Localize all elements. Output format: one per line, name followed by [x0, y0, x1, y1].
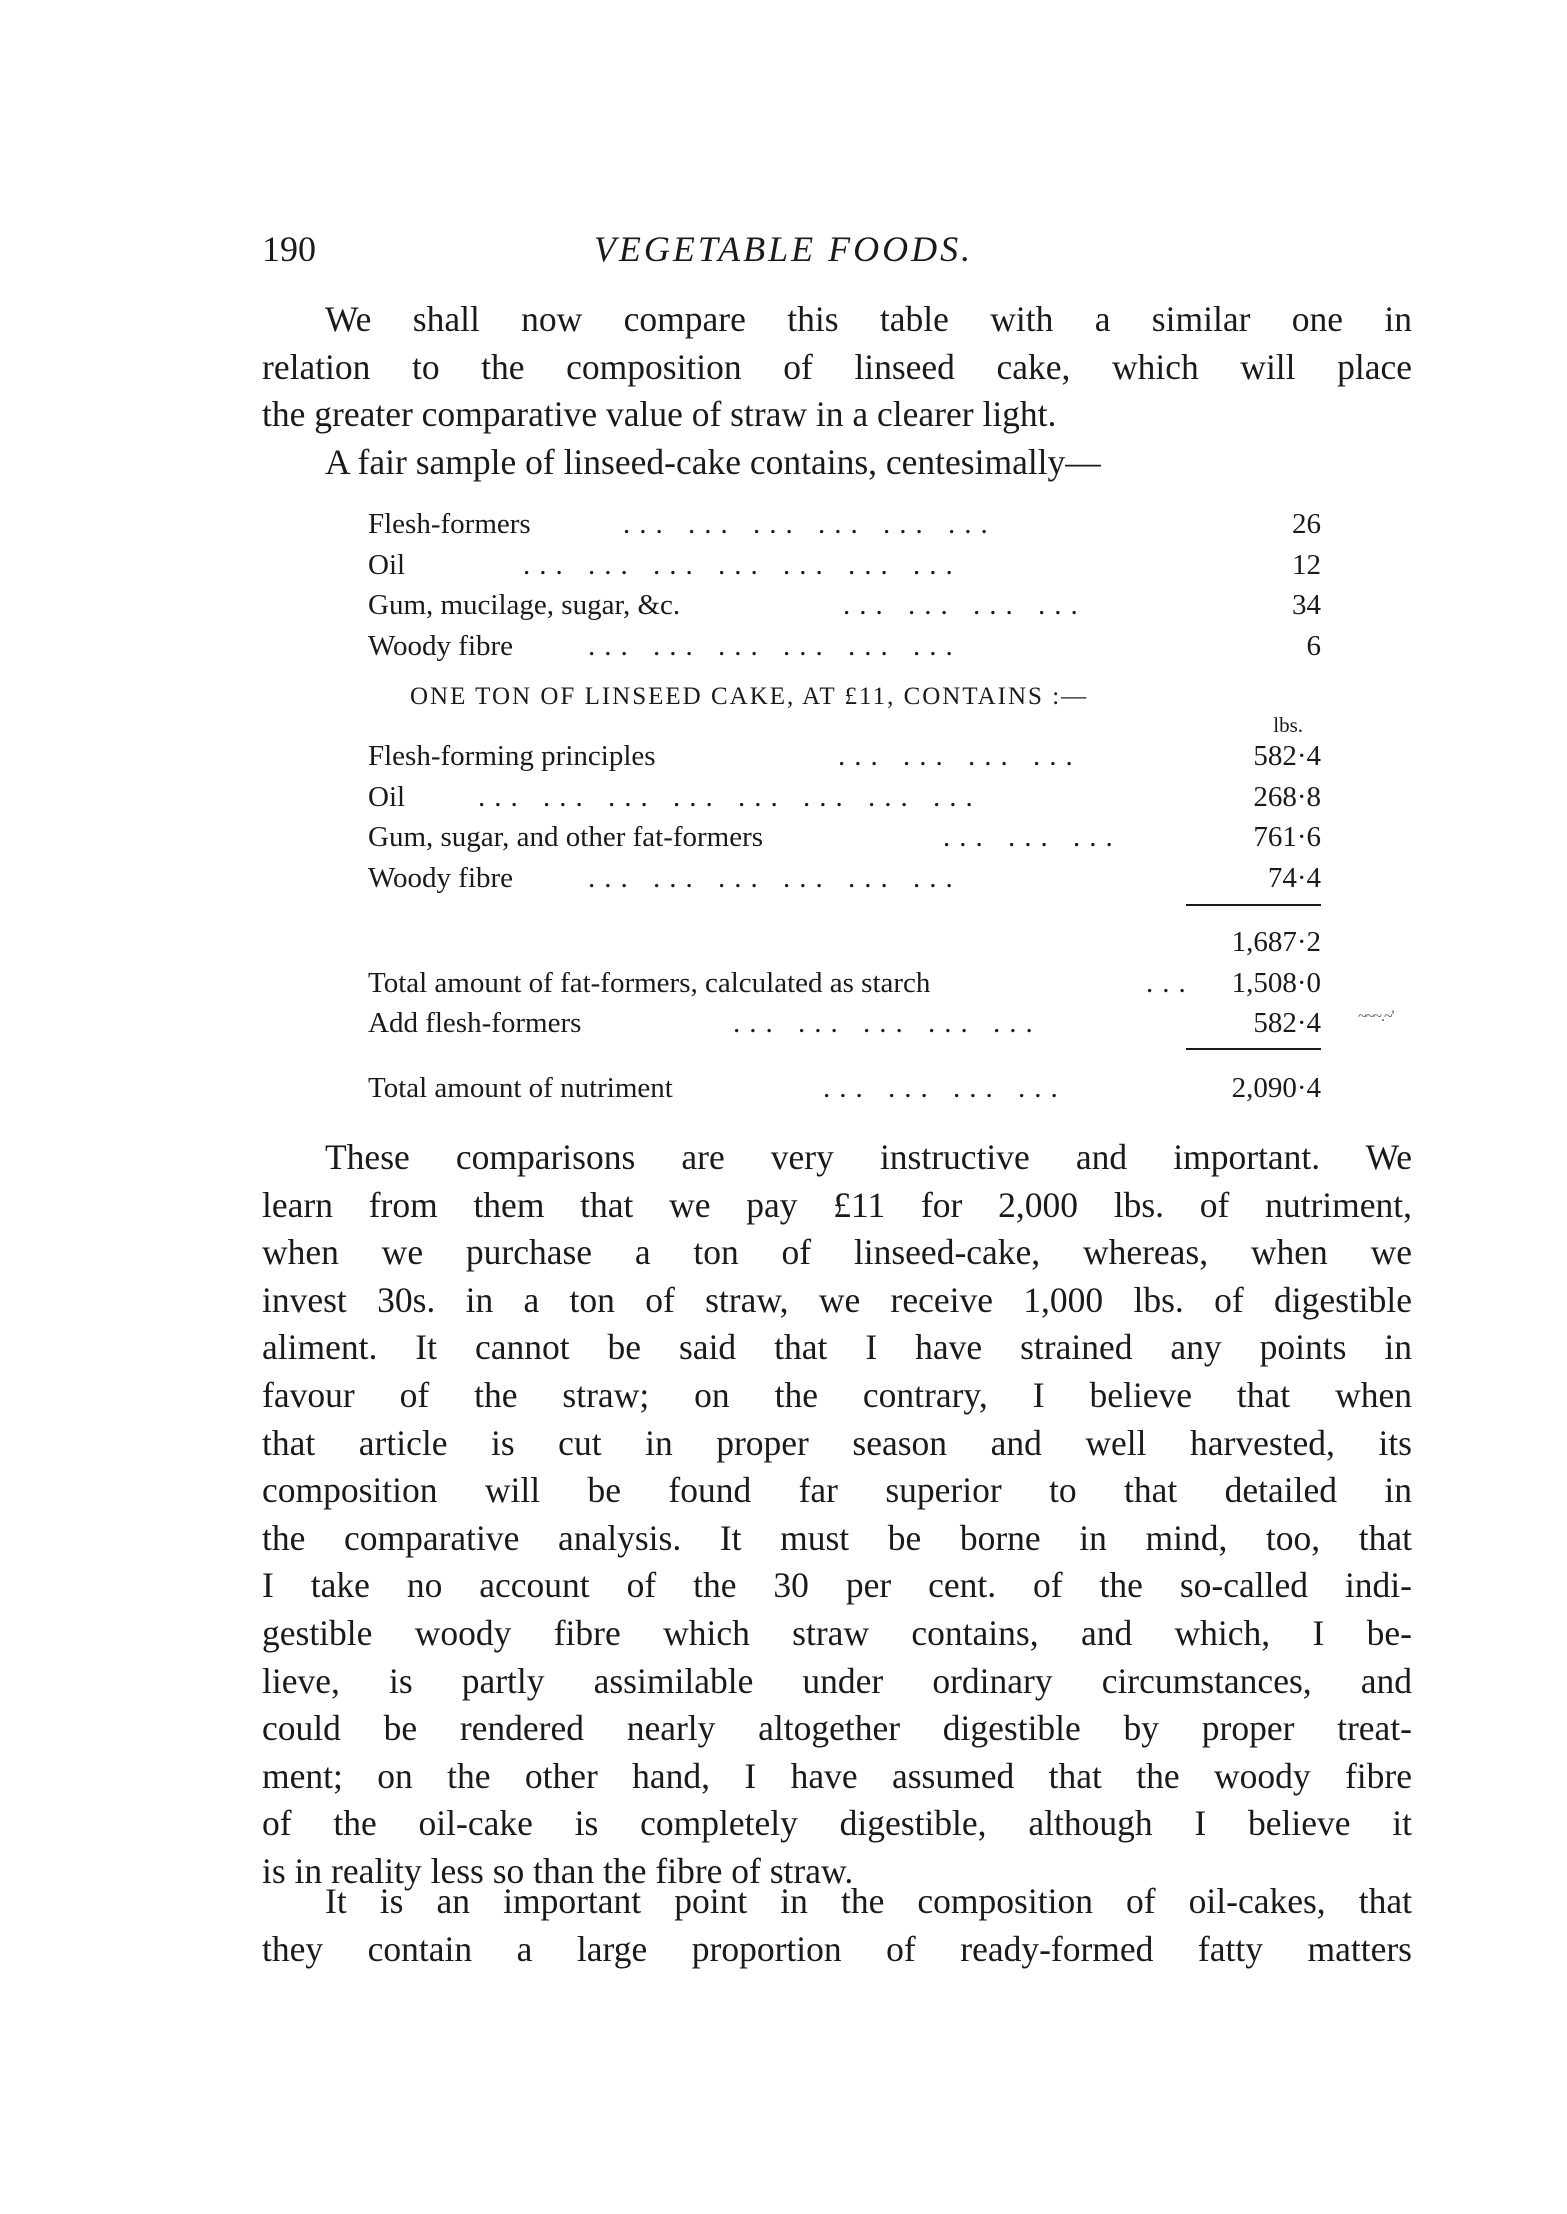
centesimal-composition-table: [368, 504, 1321, 666]
table-row: [368, 858, 1321, 899]
table-row: [368, 545, 1321, 586]
subtotal-row: [368, 922, 1321, 963]
row-label: Woody fibre: [368, 629, 514, 662]
row-label: Total amount of fat-formers, calculated as starch: [368, 966, 931, 999]
leader-dots: ... ... ... ... ...: [733, 1007, 1042, 1039]
table-row: [368, 777, 1321, 818]
text-line: ment; on the other hand, I have assumed that the woody fibre: [262, 1755, 1412, 1796]
page-header: [0, 228, 1567, 268]
page-number: 190: [262, 229, 316, 269]
row-value: 74·4: [1267, 861, 1321, 894]
row-value: 2,090·4: [1231, 1071, 1321, 1104]
margin-pencil-mark: ~~~.~': [1358, 1008, 1394, 1025]
table-row: [368, 736, 1321, 777]
row-value: 1,508·0: [1231, 966, 1321, 999]
leader-dots: ... ... ... ... ... ... ... ...: [478, 780, 982, 813]
paragraph-intro: [262, 296, 1412, 486]
table-row: [368, 585, 1321, 626]
running-title: VEGETABLE FOODS.: [593, 229, 974, 269]
row-value: 268·8: [1253, 780, 1321, 813]
text-line: composition will be found far superior to that detailed in: [262, 1470, 1412, 1511]
text-line: invest 30s. in a ton of straw, we receive 1,000 lbs. of digestible: [262, 1279, 1412, 1320]
sum-rule-area: [368, 898, 1321, 922]
row-label: Gum, mucilage, sugar, &c.: [368, 589, 681, 621]
leader-dots: ... ... ... ... ... ...: [588, 861, 962, 894]
table-row: [368, 817, 1321, 858]
text-line: that article is cut in proper season and well harvested, its: [262, 1422, 1412, 1463]
row-value: 6: [1306, 629, 1321, 662]
row-label: Oil: [368, 780, 406, 813]
text-line: relation to the composition of linseed cake, which will place: [262, 346, 1412, 387]
text-line: they contain a large proportion of ready-formed fatty matters: [262, 1928, 1412, 1969]
text-line: aliment. It cannot be said that I have strained any points in: [262, 1327, 1412, 1368]
row-label: Add flesh-formers: [368, 1007, 582, 1039]
table-caption: ONE TON OF LINSEED CAKE, AT £11, CONTAINS :—: [410, 683, 1089, 710]
table-row: [368, 963, 1321, 1004]
leader-dots: ... ... ... ... ... ... ...: [523, 548, 962, 581]
row-label: Oil: [368, 548, 406, 581]
sum-rule: [1186, 1048, 1321, 1050]
text-line: of the oil-cake is completely digestible, although I believe it: [262, 1803, 1412, 1844]
leader-dots: ... ... ... ...: [838, 740, 1082, 772]
paragraph-oil-cakes: [262, 1878, 1412, 1973]
text-line: the greater comparative value of straw in a clearer light.: [262, 394, 1057, 435]
paragraph-comparison: [262, 1134, 1412, 1896]
table-row: [368, 626, 1321, 667]
text-line: is in reality less so than the fibre of straw.: [262, 1850, 854, 1891]
row-label: Total amount of nutriment: [368, 1071, 673, 1104]
row-label: Gum, sugar, and other fat-formers: [368, 821, 764, 853]
sum-rule: [1186, 904, 1321, 906]
row-value: 26: [1292, 508, 1321, 540]
row-label: Woody fibre: [368, 861, 514, 894]
leader-dots: ... ... ... ... ... ...: [588, 629, 962, 662]
unit-label: lbs.: [1273, 713, 1303, 737]
text-line: These comparisons are very instructive and important. We: [325, 1137, 1412, 1177]
text-line: favour of the straw; on the contrary, I believe that when: [262, 1374, 1412, 1415]
text-line: learn from them that we pay £11 for 2,000 lbs. of nutriment,: [262, 1184, 1412, 1225]
row-label: Flesh-forming principles: [368, 740, 656, 772]
leader-dots: ... ... ... ...: [843, 589, 1087, 621]
text-line: when we purchase a ton of linseed-cake, whereas, when we: [262, 1232, 1412, 1273]
ton-composition-table: [368, 680, 1321, 1108]
row-label: Flesh-formers: [368, 508, 531, 540]
total-row: [368, 1068, 1321, 1109]
table-row: [368, 504, 1321, 545]
table-row: [368, 1003, 1321, 1044]
text-line: the comparative analysis. It must be borne in mind, too, that: [262, 1517, 1412, 1558]
leader-dots: ... ... ... ...: [823, 1071, 1067, 1104]
row-value: 582·4: [1253, 1007, 1321, 1039]
leader-dots: ...: [1146, 966, 1195, 999]
text-line: I take no account of the 30 per cent. of the so-called indi-: [262, 1565, 1412, 1606]
row-value: 12: [1292, 548, 1321, 581]
text-line: lieve, is partly assimilable under ordinary circumstances, and: [262, 1660, 1412, 1701]
leader-dots: ... ... ... ... ... ...: [623, 508, 997, 540]
subtotal-value: 1,687·2: [1231, 926, 1321, 958]
text-line: A fair sample of linseed-cake contains, centesimally—: [325, 441, 1101, 482]
row-value: 34: [1292, 589, 1321, 621]
leader-dots: ... ... ...: [943, 821, 1122, 853]
row-value: 582·4: [1253, 740, 1321, 772]
text-line: gestible woody fibre which straw contains, and which, I be-: [262, 1612, 1412, 1653]
text-line: It is an important point in the composition of oil-cakes, that: [325, 1881, 1412, 1921]
row-value: 761·6: [1253, 821, 1321, 853]
text-line: could be rendered nearly altogether digestible by proper treat-: [262, 1708, 1412, 1749]
text-line: We shall now compare this table with a similar one in: [325, 299, 1412, 339]
sum-rule-area: [368, 1044, 1321, 1068]
